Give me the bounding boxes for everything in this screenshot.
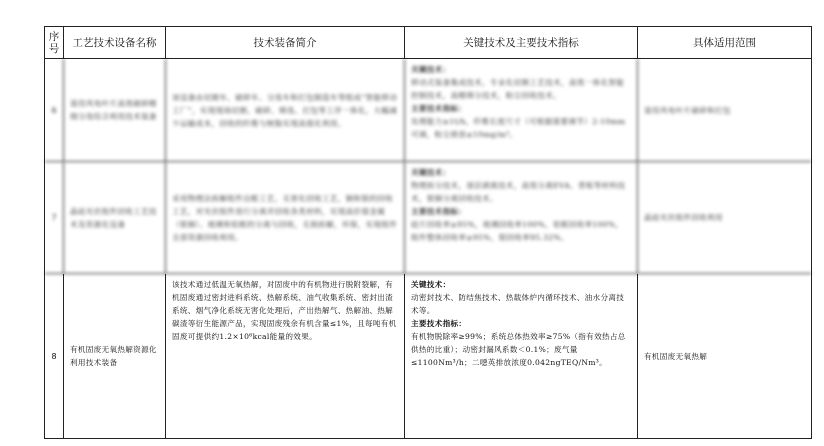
header-key-technology: 关键技术及主要技术指标 — [405, 27, 638, 59]
header-equipment-name: 工艺技术设备名称 — [64, 27, 166, 59]
row-8-key-text: 动密封技术、防结焦技术、热载体炉内循环技术、油水分离技术等。 — [411, 293, 625, 315]
header-serial: 序号 — [45, 27, 64, 59]
row-7-scope: 晶硅光伏组件回收利用 — [638, 162, 811, 274]
row-6-scope: 退役风电叶片破碎和打包 — [638, 59, 811, 162]
row-6-number: 6 — [45, 59, 64, 162]
row-7-name: 晶硅光伏组件回收工艺技术及资源化设备 — [64, 162, 166, 274]
row-8-index-label: 主要技术指标： — [411, 319, 467, 328]
row-8-number: 8 — [45, 274, 64, 438]
row-7-intro: 采用物理法拆解组件边框工艺，无害化回收工艺，铜和银的回收工艺，对光伏组件进行分离并回收各类材料，实现高价值金属（银铜）、玻璃和铝框的分离与回收，无损拆解，环保，实现组件全部资源回收利用。 — [166, 162, 405, 274]
row-8-key-label: 关键技术： — [411, 280, 451, 289]
row-6-name: 退役风电叶片高效破碎精细分选综合利用技术装备 — [64, 59, 166, 162]
row-6-intro: 该设备由切割车、破碎车、分选车和打包制造车等组成“智能移动工厂”，实现现场切割、破碎、筛选、打包等工序一体化，大幅减少运输成本，回收的纤维与树脂实现高值化利用。 — [166, 59, 405, 162]
row-8-index-text: 有机物脱除率≥99%；系统总体热效率≥75%（指有效热占总供热的比重）；动密封漏风系数＜0.1%；废气量≤1100Nm³/h；二噁英排放浓度0.042ngTEQ/Nm³。 — [411, 332, 626, 367]
header-introduction: 技术装备简介 — [166, 27, 405, 59]
row-7-key-tech: 关键技术： 物理拆分技术，逐层剥离技术，高效分离EVA、背板等材料技术，银铜分离回收技术。 主要技术指标： 硅片回收率≥95%，玻璃回收率100%，铝框回收率100%，组件整体回收率≥95%，银回收率95.32%。 — [405, 162, 638, 274]
row-8-scope: 有机固废无氧热解 — [644, 351, 708, 361]
row-6-key-tech: 关键技术： 移动式装备集成技术，专业化切割工艺技术，高效一体化智能控制技术，高精筛分技术，粉尘回收技术。 主要技术指标： 处理能力≥1t/h，纤维长度尺寸（可根据需要调节）2-10mm可调，粉尘排放≤10mg/m³。 — [405, 59, 638, 162]
technology-table — [44, 26, 812, 439]
row-7-number: 7 — [45, 162, 64, 274]
row-8-key-tech — [405, 274, 638, 438]
header-scope: 具体适用范围 — [638, 27, 811, 59]
row-8-name: 有机固废无氧热解资源化利用技术装备 — [64, 274, 166, 438]
row-8-intro: 该技术通过低温无氧热解，对固废中的有机物进行脱附裂解，有机固废通过密封进料系统、热解系统、油气收集系统、密封出渣系统、烟气净化系统无害化处理后，产出热解气、热解油、热解碳渣等衍生能源产品，实现固废残余有机含量≤1%，且每吨有机固废可提供约1.2×10⁶kcal能量的效果。 — [166, 274, 405, 438]
